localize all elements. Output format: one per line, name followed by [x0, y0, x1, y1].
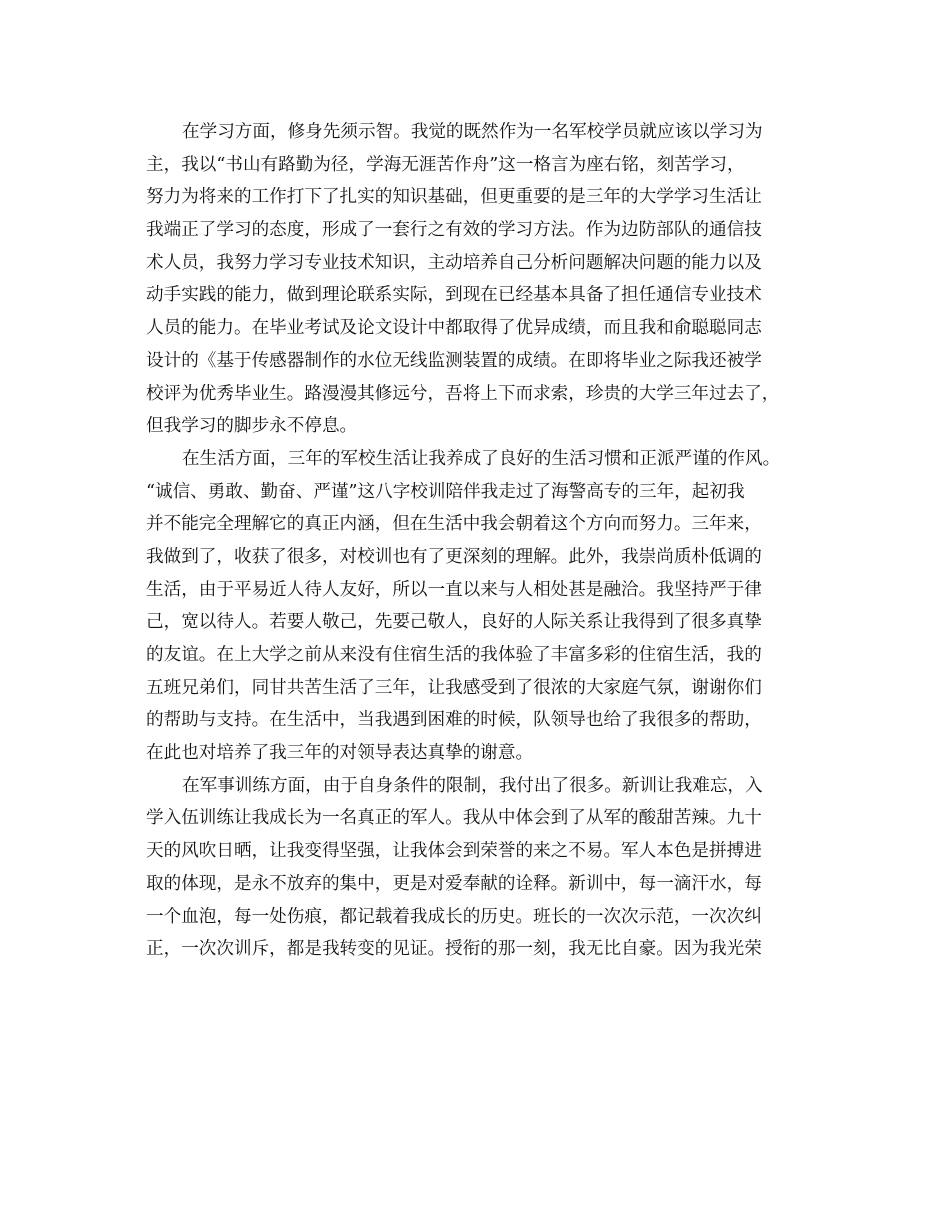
paragraph-line: 我做到了，收获了很多，对校训也有了更深刻的理解。此外，我崇尚质朴低调的 — [146, 546, 762, 567]
paragraph-line: 人员的能力。在毕业考试及论文设计中都取得了优异成绩，而且我和俞聪聪同志 — [146, 318, 762, 339]
paragraph-line: 取的体现，是永不放弃的集中，更是对爱奉献的诠释。新训中，每一滴汗水，每 — [146, 873, 762, 894]
paragraph-study — [146, 116, 816, 443]
paragraph-life — [146, 443, 816, 770]
paragraph-line: 努力为将来的工作打下了扎实的知识基础，但更重要的是三年的大学学习生活让 — [146, 187, 762, 208]
paragraph-line: 天的风吹日晒，让我变得坚强，让我体会到荣誉的来之不易。军人本色是拼搏进 — [146, 841, 762, 862]
paragraph-line: 在学习方面，修身先须示智。我觉的既然作为一名军校学员就应该以学习为 — [182, 122, 763, 142]
paragraph-line: 正，一次次训斥，都是我转变的见证。授衔的那一刻，我无比自豪。因为我光荣 — [146, 939, 762, 960]
paragraph-military-training — [146, 770, 816, 966]
paragraph-line: 在军事训练方面，由于自身条件的限制，我付出了很多。新训让我难忘，入 — [182, 775, 763, 796]
paragraph-line: 动手实践的能力，做到理论联系实际，到现在已经基本具备了担任通信专业技术 — [146, 285, 762, 306]
paragraph-line: 在生活方面，三年的军校生活让我养成了良好的生活习惯和正派严谨的作风。 — [182, 448, 781, 469]
paragraph-line: 并不能完全理解它的真正内涵，但在生活中我会朝着这个方向而努力。三年来， — [146, 514, 762, 535]
paragraph-line: 我端正了学习的态度，形成了一套行之有效的学习方法。作为边防部队的通信技 — [146, 220, 762, 241]
document-body — [146, 116, 816, 966]
paragraph-line: 己，宽以待人。若要人敬己，先要己敬人，良好的人际关系让我得到了很多真挚 — [146, 612, 762, 633]
paragraph-line: 学入伍训练让我成长为一名真正的军人。我从中体会到了从军的酸甜苦辣。九十 — [146, 808, 762, 829]
paragraph-line: 的帮助与支持。在生活中，当我遇到困难的时候，队领导也给了我很多的帮助， — [146, 710, 762, 731]
paragraph-line: 校评为优秀毕业生。路漫漫其修远兮，吾将上下而求索，珍贵的大学三年过去了， — [146, 383, 780, 404]
paragraph-line: 但我学习的脚步永不停息。 — [146, 416, 358, 437]
paragraph-line: 的友谊。在上大学之前从来没有住宿生活的我体验了丰富多彩的住宿生活，我的 — [146, 645, 762, 665]
paragraph-line: 一个血泡，每一处伤痕，都记载着我成长的历史。班长的一次次示范，一次次纠 — [146, 906, 762, 927]
paragraph-line: 在此也对培养了我三年的对领导表达真挚的谢意。 — [146, 743, 534, 764]
paragraph-line: “诚信、勇敢、勤奋、严谨”这八字校训陪伴我走过了海警高专的三年，起初我 — [146, 481, 745, 502]
paragraph-line: 设计的《基于传感器制作的水位无线监测装置的成绩。在即将毕业之际我还被学 — [146, 350, 762, 371]
paragraph-line: 术人员，我努力学习专业技术知识，主动培养自己分析问题解决问题的能力以及 — [146, 252, 762, 273]
paragraph-line: 主，我以“书山有路勤为径，学海无涯苦作舟”这一格言为座右铭，刻苦学习， — [146, 154, 745, 175]
paragraph-line: 生活，由于平易近人待人友好，所以一直以来与人相处甚是融洽。我坚持严于律 — [146, 579, 762, 600]
paragraph-line: 五班兄弟们，同甘共苦生活了三年，让我感受到了很浓的大家庭气氛，谢谢你们 — [146, 677, 762, 698]
